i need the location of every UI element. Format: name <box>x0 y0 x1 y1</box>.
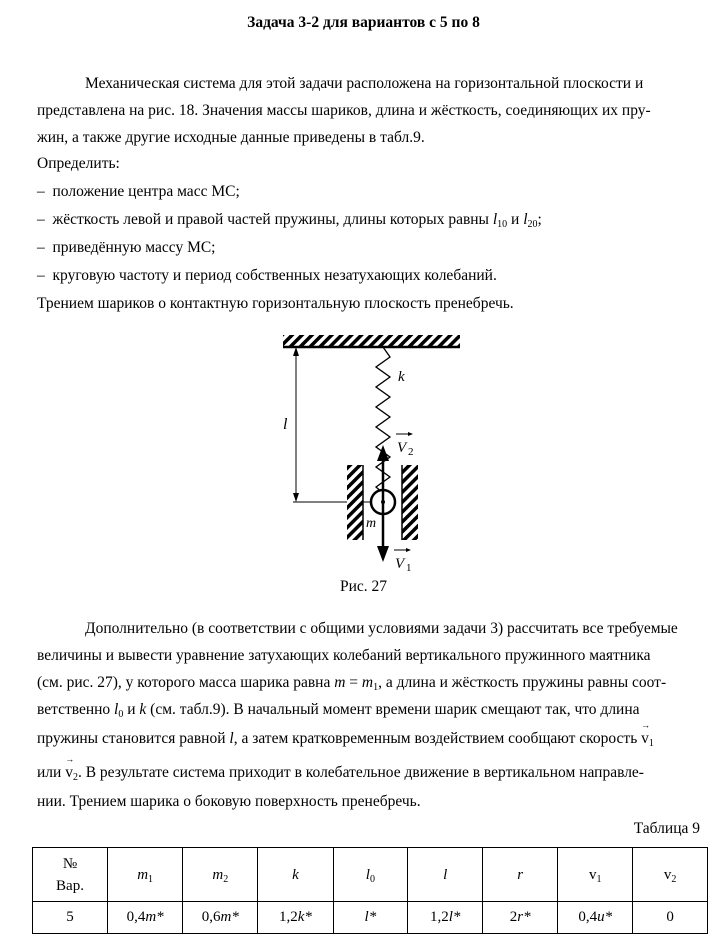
table-cell <box>183 902 258 934</box>
text: (см. рис. 27), у которого масса шарика равна <box>37 674 335 691</box>
table-cell <box>483 902 558 934</box>
cell-value: 0,4 <box>578 909 598 925</box>
figure-spring-pendulum <box>270 325 470 580</box>
cell-value: 5 <box>66 909 74 925</box>
subscript: 2 <box>223 873 229 885</box>
symbol-l0: l <box>114 701 119 718</box>
params-table <box>32 847 708 934</box>
bullet: – <box>37 267 45 284</box>
header-cell-l <box>408 848 483 902</box>
determine-item-1 <box>37 183 240 201</box>
table-caption: Таблица 9 <box>633 820 700 837</box>
determine-item-3 <box>37 239 216 257</box>
determine-item-2 <box>37 211 542 229</box>
header-cell-v2 <box>633 848 708 902</box>
extra-line-2: величины и вывести уравнение затухающих колебаний вертикального пружинного маятника <box>37 647 651 664</box>
label-v1: V <box>395 556 405 572</box>
cell-symbol: r* <box>517 909 531 925</box>
label-v2: V <box>397 440 407 456</box>
item-text: жёсткость левой и правой частей пружины, длины которых равны <box>52 211 489 228</box>
header-text: l <box>443 866 448 883</box>
symbol-v: v <box>65 764 73 781</box>
page-title: Задача 3-2 для вариантов с 5 по 8 <box>247 14 480 31</box>
determine-heading: Определить: <box>37 155 120 172</box>
text: пружины становится равной <box>37 730 230 747</box>
header-cell-r <box>483 848 558 902</box>
header-text: m <box>137 866 149 883</box>
table-cell <box>258 902 333 934</box>
ceiling-hatch <box>283 335 460 347</box>
arrow-up-icon <box>377 445 389 461</box>
table-cell <box>633 902 708 934</box>
header-text: № <box>62 855 78 872</box>
table-cell <box>408 902 483 934</box>
arrow-up-icon <box>293 347 299 356</box>
extra-line-4 <box>37 701 640 719</box>
text: , а затем кратковременным воздействием сообщают скорость <box>233 730 642 747</box>
subscript: 1 <box>373 682 379 693</box>
header-cell-variant <box>33 848 108 902</box>
symbol-l20: l <box>523 211 528 228</box>
extra-line-5 <box>37 730 654 748</box>
cell-symbol: l* <box>448 909 461 925</box>
eq: = <box>345 674 362 691</box>
conj: и <box>123 701 140 718</box>
extra-line-6 <box>37 764 644 782</box>
text: (см. табл.9). В начальный момент времени шарик смещают так, что длина <box>146 701 640 718</box>
right-wall <box>402 465 418 540</box>
subscript: 1 <box>596 873 602 885</box>
symbol-k: k <box>139 701 147 718</box>
subscript: 0 <box>118 709 124 720</box>
header-text: m <box>212 866 224 883</box>
conj: и <box>507 211 524 228</box>
item-text: приведённую массу МС; <box>52 239 216 256</box>
subscript: 20 <box>527 219 538 230</box>
determine-item-4 <box>37 267 497 285</box>
table-cell <box>558 902 633 934</box>
header-cell-k <box>258 848 333 902</box>
symbol-m1: m <box>361 674 374 691</box>
item-text: положение центра масс МС; <box>52 183 240 200</box>
header-text: k <box>292 866 299 883</box>
cell-value: 0 <box>666 909 674 925</box>
friction-note: Трением шариков о контактную горизонтальную плоскость пренебречь. <box>37 295 514 312</box>
arrow-right-icon <box>406 548 411 552</box>
text: или <box>37 764 66 781</box>
table-cell <box>333 902 408 934</box>
header-cell-l0 <box>333 848 408 902</box>
cell-value: 2 <box>509 909 518 925</box>
table-header-row <box>33 848 708 902</box>
header-text: l <box>365 866 370 883</box>
cell-symbol: u* <box>597 909 613 925</box>
symbol-m: m <box>334 674 346 691</box>
label-v1-sub: 1 <box>406 562 412 574</box>
header-text: r <box>517 866 524 883</box>
table-row <box>33 902 708 934</box>
text: , а длина и жёсткость пружины равны соот- <box>378 674 667 691</box>
cell-value: 0,6 <box>201 909 221 925</box>
cell-symbol: l* <box>364 909 377 925</box>
label-v2-sub: 2 <box>408 446 414 458</box>
label-k: k <box>398 369 405 385</box>
cell-value: 1,2 <box>430 909 449 925</box>
bullet: – <box>37 239 45 256</box>
cell-value: 0,4 <box>126 909 146 925</box>
arrow-down-icon <box>293 493 299 502</box>
vector-v2 <box>65 764 73 782</box>
left-wall <box>347 465 363 540</box>
subscript: 10 <box>497 219 508 230</box>
extra-line-7: нии. Трением шарика о боковую поверхность пренебречь. <box>37 793 421 810</box>
vector-v1 <box>641 730 649 748</box>
bullet: – <box>37 211 45 228</box>
intro-line-1: Механическая система для этой задачи расположена на горизонтальной плоскости и <box>85 75 644 92</box>
header-cell-v1 <box>558 848 633 902</box>
subscript: 2 <box>72 772 78 783</box>
symbol-l: l <box>229 730 234 747</box>
label-l: l <box>283 416 288 433</box>
cell-symbol: m* <box>220 909 239 925</box>
subscript: 2 <box>671 873 677 885</box>
cell-symbol: m* <box>145 909 164 925</box>
subscript: 1 <box>648 738 654 749</box>
subscript: 0 <box>369 873 375 885</box>
arrow-down-icon <box>377 546 389 562</box>
header-cell-m2 <box>183 848 258 902</box>
bullet: – <box>37 183 45 200</box>
intro-line-3: жин, а также другие исходные данные приведены в табл.9. <box>37 129 425 146</box>
header-cell-m1 <box>108 848 183 902</box>
table-cell <box>108 902 183 934</box>
symbol-v: v <box>641 730 649 747</box>
symbol-l10: l <box>492 211 498 228</box>
item-text: круговую частоту и период собственных незатухающих колебаний. <box>52 267 497 284</box>
header-text: v <box>663 866 672 883</box>
header-text: Вар. <box>56 877 84 894</box>
arrow-right-icon <box>408 432 413 436</box>
extra-line-1: Дополнительно (в соответствии с общими условиями задачи 3) рассчитать все требуемые <box>85 620 678 637</box>
cell-symbol: k* <box>297 909 312 925</box>
extra-line-3 <box>37 674 666 692</box>
text: . В результате система приходит в колебательное движение в вертикальном направле- <box>77 764 644 781</box>
figure-caption: Рис. 27 <box>339 578 388 595</box>
cell-value: 1,2 <box>279 909 298 925</box>
table-cell <box>33 902 108 934</box>
header-text: v <box>588 866 597 883</box>
punct: ; <box>537 211 542 228</box>
subscript: 1 <box>148 873 154 885</box>
intro-line-2: представлена на рис. 18. Значения массы шариков, длина и жёсткость, соединяющих их пру- <box>37 102 651 119</box>
label-m: m <box>366 516 377 531</box>
text: ветственно <box>37 701 115 718</box>
